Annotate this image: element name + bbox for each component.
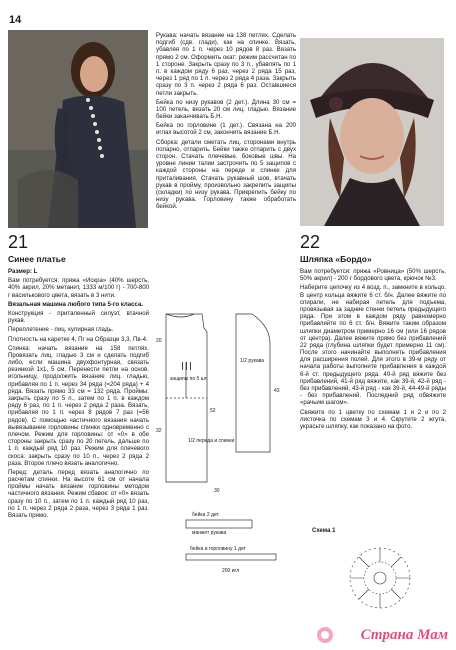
front-instructions: Перед: деталь перед вязать аналогично по расчетам спинки. На высоте 61 см от начала проймы начать вязание горловины методом частичного вязания. Режим сбавок: от «0» вязать сразу по 10 п., затем по 1 п. каждый ряд 10 раз, по 1 п. через 2 ряда 2 раза, через 3 ряда 1 раз. Вязать прямо. bbox=[8, 468, 149, 519]
materials-21: Вам потребуется: пряжа «Искра» (40% шерсть, 40% акрил, 20% метанит, 1333 м/100 г) - 700-800 г василькового цвета, вязать в 3 нити. bbox=[8, 277, 149, 299]
watermark-text: Страна Мам bbox=[360, 627, 448, 643]
dim-30: 30 bbox=[214, 488, 220, 494]
project-number-21: 21 bbox=[8, 232, 29, 252]
site-logo-icon bbox=[316, 626, 334, 644]
diagram-label-sleeve: 1/2 рукава bbox=[240, 358, 265, 364]
project-number-22: 22 bbox=[300, 232, 321, 252]
scheme-label: Схема 1 bbox=[312, 528, 336, 534]
project-title-22: Шляпка «Бордо» bbox=[300, 254, 372, 264]
dim-52: 52 bbox=[210, 408, 216, 414]
flower-instructions: Свяжите по 1 цветку по схемам 1 и 2 и по 2 листочка по схемам 3 и 4. Скрутите 2 жгута, украсьте шляпку, как показано на фото. bbox=[300, 408, 446, 430]
assembly-instructions: Сборка: детали сметать лиц. сторонами внутрь попарно, отпарить. Бейки также отпарить с двух сторон. Стачать плечевые, боковые швы. На уровне линии талии застрочить по 5 защипов с каждой стороны на переде и спинке для приталивания. Стачать рукавный шов, втачать рукав в пройму, произвольно закрепить защипы (складки) по низу рукава. Прикрепить бейку по низу рукава. Горловину также обработать бейкой. bbox=[156, 138, 296, 211]
project-title-21: Синее платье bbox=[8, 254, 66, 264]
project21-text-cont bbox=[156, 32, 296, 213]
project22-text bbox=[300, 268, 446, 432]
neck-instructions: Бейка по горловине (1 дет.). Связана на 200 иглах высотой 2 см, закончить вязание Б.Н. bbox=[156, 122, 296, 137]
diagram-label-pleats: защипы по 5 шт. bbox=[170, 376, 208, 382]
dim-43: 43 bbox=[274, 388, 280, 394]
cuff-instructions: Бейка по низу рукавов (2 дет.). Длина 30 см = 100 петель, вязать 20 см лиц. гладью. Вязание бейки заканчивать Б.Н. bbox=[156, 98, 296, 121]
hat-instructions: Наберите цепочку из 4 возд. п., замкните в кольцо. В центр кольца вяжите 6 ст. б/н. Далее вяжите по спирали, не набирая петель для подъема, провязывая за задние стенки петель предыдущего ряда. При этом в каждом ряду равномерно прибавляйте по 6 ст. б/н. Вяжите таким образом шляпки диаметром примерно 16 см (или 16 рядов от центра). Далее вяжите прямо без прибавлений 22 ряда (глубина шляпки будет примерно 11 см). После этого начинайте выполнять прибавления для расширения полей. Для этого в 39-м ряду от начала работы выполните прибавления в каждой 6-й ст. предыдущего ряда. 40-й ряд вяжите без прибавлений, 41-й ряд вяжите, как 39-й, 42-й ряд - без прибавлений, 43-й ряд - как 39-й, 44-49-й ряды - без прибавлений. Последний ряд обвяжите «рачьим шагом». bbox=[300, 284, 446, 407]
construction-line: Конструкция - приталенный силуэт, втачной рукав. bbox=[8, 309, 149, 325]
hat-photo bbox=[300, 38, 444, 226]
dress-photo bbox=[8, 30, 148, 228]
density-line: Плотность на каретке 4, Пг на Образце 3,3, Пв-4. bbox=[8, 335, 148, 343]
diagram-label-cuff2: манжет рукава bbox=[192, 530, 227, 536]
back-instructions: Спинка: начать вязание на 158 петлях. Провязать лиц. гладью 3 см и сделать подгиб либо, если машина двухфонтурная, связать резинкой 1x1, 5 см. Перенести петли на основ. игольницу, продолжить вязание лиц. гладью, прибавляя по 1 п. через 34 ряда (=204 ряда) + 4 ряда. Вязать прямо 33 см = 132 ряда. Проймы: закрыть сразу по 5 п., затем по 1 п. в каждом ряду 6 раз, по 1 п. через 2 ряда 2 раза. Вязать, прибавляя по 1 п. через 8 рядов 7 раз (=56 рядов). С помощью частичного вязания начать вывязывание горловины спинки одновременно с плечом. Режим для горловины: от «0» в обе стороны закрыть сразу по 20 петель, дальше по 1 п. каждый ряд 10 раз. Режим для плечевого скоса: закрыть сразу по 10 п., через 2 ряда 2 раза. Второе плечо вязать аналогично. bbox=[8, 344, 149, 467]
project21-text bbox=[8, 268, 149, 521]
sleeves-instructions: Рукава: начать вязание на 138 петлях. Сделать подгиб (сдв. глади), как на спинке. Вязать, убавляя по 1 п. через 10 рядов 8 раз. Вязать прямо 2 см. Оформить окат: режим рассчитан по 1 стороне. Закрыть сразу по 3 п., убавлять по 1 п. в каждом ряду 6 раз, через 2 ряда 15 раз, через 1 ряд по 1 п. через 2 ряда 4 раза. Закрыть сразу по 3 п. через 2 ряда 6 раз. Оставшиеся петли закрыть. bbox=[156, 32, 296, 97]
pattern-diagram bbox=[152, 302, 296, 592]
diagram-label-neck: бейка в горловину 1 дет bbox=[190, 546, 246, 552]
materials-22: Вам потребуется: пряжа «Ровница» (50% шерсть, 50% акрил) - 200 г бордового цвета, крючок №3. bbox=[300, 268, 446, 283]
diagram-label-half: 1/2 переда и спинки bbox=[188, 438, 235, 444]
diagram-label-cuff: бейка 2 дет. bbox=[192, 512, 220, 518]
dim-32: 32 bbox=[156, 428, 162, 434]
size-line: Размер: L bbox=[8, 268, 38, 275]
dim-20: 20 bbox=[156, 338, 162, 344]
diagram-label-needles: 200 игл bbox=[222, 568, 240, 574]
crochet-scheme bbox=[340, 538, 420, 618]
machine-line: Вязальная машина любого типа 5-го класса. bbox=[8, 300, 144, 308]
page-number: 14 bbox=[9, 14, 22, 26]
weave-line: Переплетение - лиц. кулирная гладь. bbox=[8, 326, 114, 334]
